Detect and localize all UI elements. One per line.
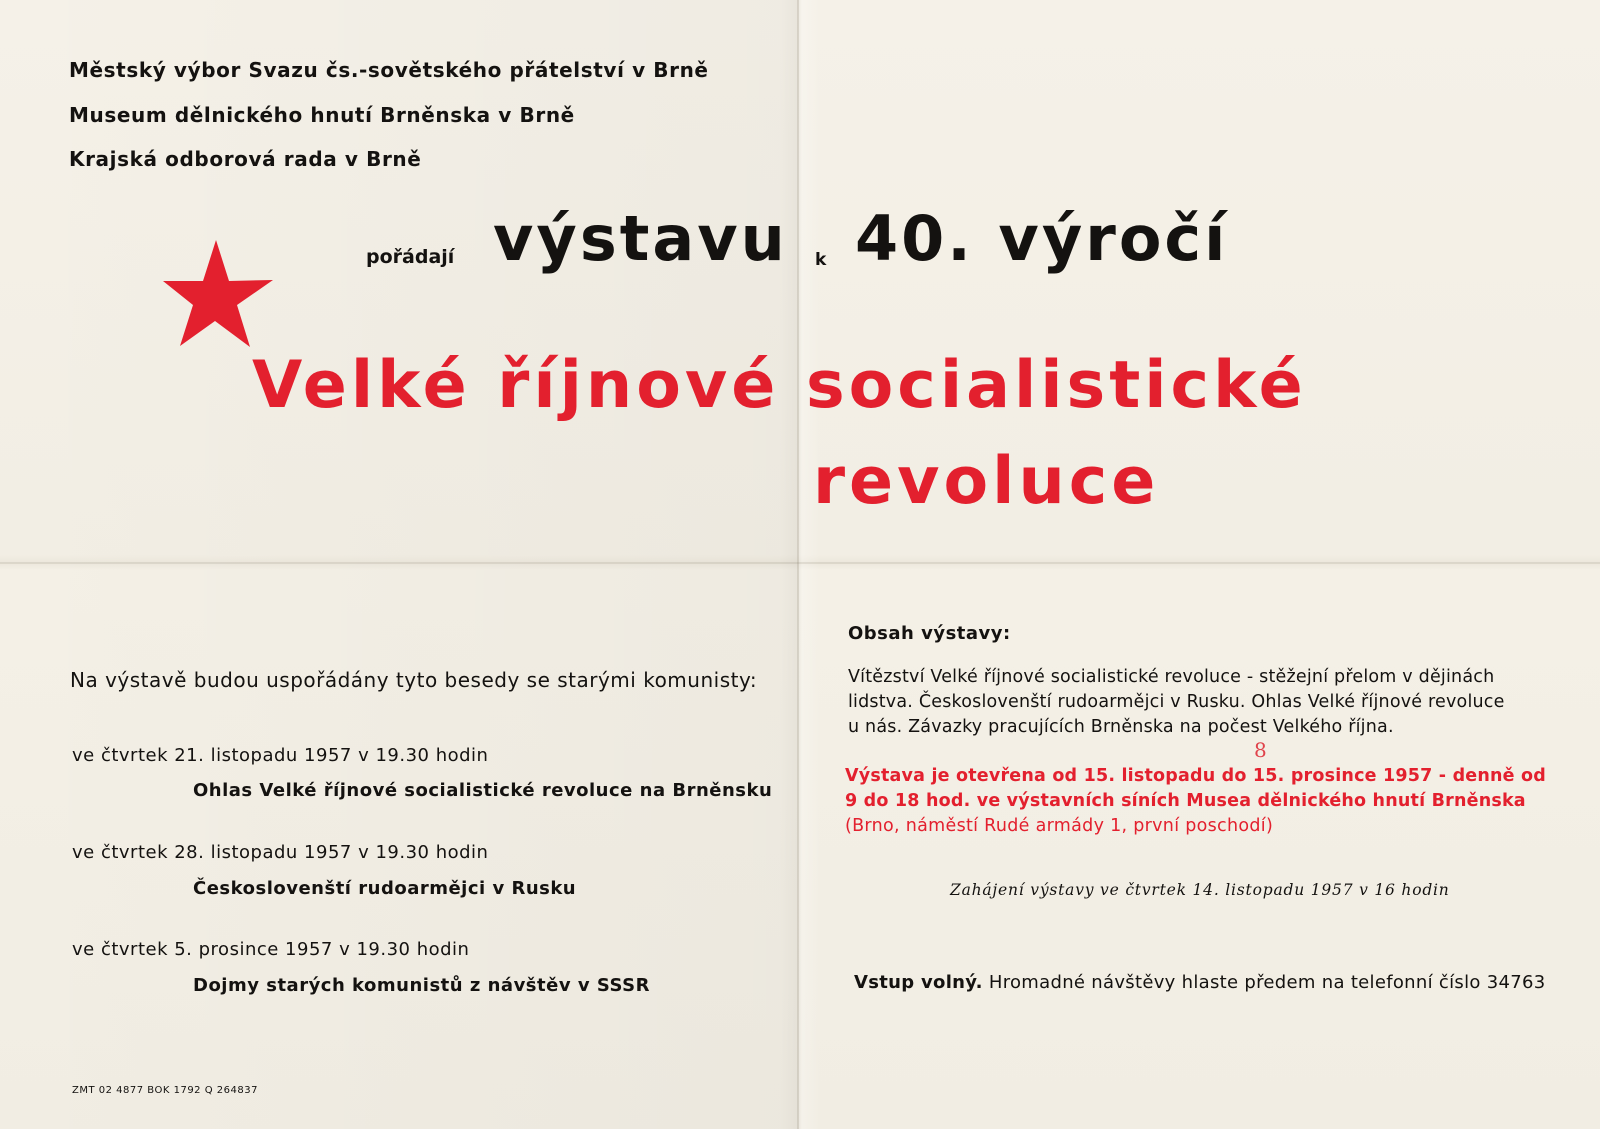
vertical-fold [797,0,799,1129]
talk-2-topic: Českoslovenští rudoarmějci v Rusku [193,878,577,899]
organizer-2: Museum dělnického hnutí Brněnska v Brně [69,103,575,127]
organizer-1: Městský výbor Svazu čs.-sovětského přátelství v Brně [69,58,709,82]
headline-line-2: revoluce [813,444,1160,519]
talk-3-date: ve čtvrtek 5. prosince 1957 v 19.30 hodin [72,939,470,960]
poradaji-label: pořádají [366,246,455,268]
opening-ceremony: Zahájení výstavy ve čtvrtek 14. listopadu 1957 v 16 hodin [950,881,1450,899]
hours-line-1: Výstava je otevřena od 15. listopadu do 15. prosince 1957 - denně od [845,766,1546,786]
red-star-icon [163,240,275,350]
hours-line-3: (Brno, náměstí Rudé armády 1, první poschodí) [845,816,1274,836]
anniversary-title: 40. výročí [855,202,1229,275]
handwritten-correction: 8 [1254,738,1267,762]
entry-note [854,972,1546,993]
vystavu-title: výstavu [493,202,788,275]
talk-1-date: ve čtvrtek 21. listopadu 1957 v 19.30 hodin [72,745,489,766]
hours-line-2: 9 do 18 hod. ve výstavních síních Musea dělnického hnutí Brněnska [845,791,1526,811]
headline-line-1: Velké říjnové socialistické [252,348,1307,423]
organizer-3: Krajská odborová rada v Brně [69,147,422,171]
k-label: k [815,250,827,270]
contents-line-3: u nás. Závazky pracujících Brněnska na počest Velkého října. [848,717,1394,737]
talks-intro: Na výstavě budou uspořádány tyto besedy se starými komunisty: [70,668,758,692]
contents-line-2: lidstva. Českoslovenští rudoarmějci v Rusku. Ohlas Velké říjnové revoluce [848,692,1505,712]
print-code: ZMT 02 4877 BOK 1792 Q 264837 [72,1085,258,1096]
talk-2-date: ve čtvrtek 28. listopadu 1957 v 19.30 hodin [72,842,489,863]
contents-heading: Obsah výstavy: [848,623,1011,644]
entry-bold: Vstup volný. [854,972,983,993]
horizontal-fold [0,562,1600,564]
talk-1-topic: Ohlas Velké říjnové socialistické revoluce na Brněnsku [193,780,773,801]
entry-rest: Hromadné návštěvy hlaste předem na telefonní číslo 34763 [988,972,1546,993]
talk-3-topic: Dojmy starých komunistů z návštěv v SSSR [193,975,650,996]
contents-line-1: Vítězství Velké říjnové socialistické revoluce - stěžejní přelom v dějinách [848,667,1495,687]
